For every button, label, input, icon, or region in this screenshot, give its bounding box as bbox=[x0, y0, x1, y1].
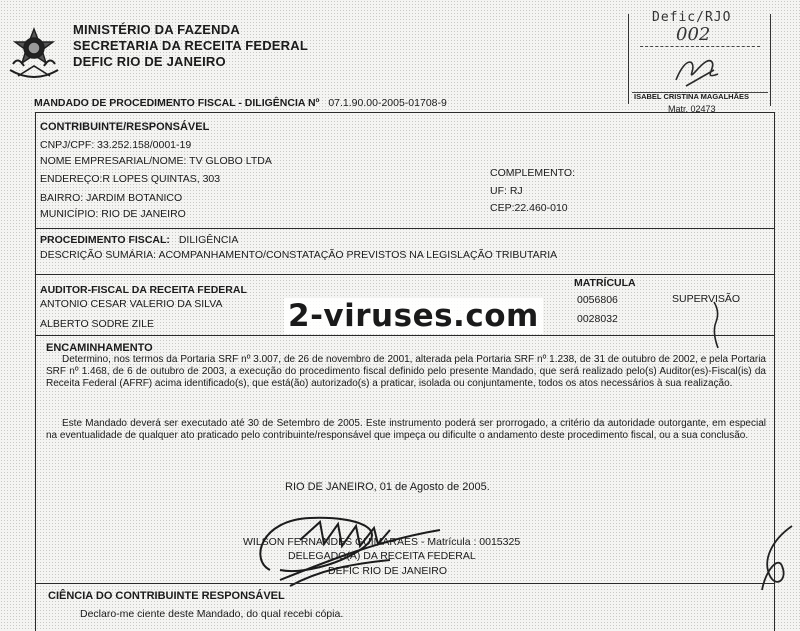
divider-contribuinte bbox=[35, 228, 775, 229]
contribuinte-bairro: BAIRRO: JARDIM BOTANICO bbox=[40, 192, 183, 204]
stamp-signature-icon bbox=[666, 50, 726, 90]
auditor-matricula-1: 0056806 bbox=[577, 294, 618, 306]
place-date: RIO DE JANEIRO, 01 de Agosto de 2005. bbox=[285, 481, 490, 493]
signer-name: WILSON FERNANDES GUIMARAES - Matrícula : 0015325 bbox=[243, 536, 521, 548]
contribuinte-municipio: MUNICÍPIO: RIO DE JANEIRO bbox=[40, 208, 186, 220]
signer-unit: DEFIC RIO DE JANEIRO bbox=[328, 565, 448, 577]
mandado-number: 07.1.90.00-2005-01708-9 bbox=[328, 97, 447, 109]
mandado-line bbox=[34, 97, 447, 109]
brazil-coat-of-arms-icon bbox=[4, 26, 64, 84]
procedimento-line bbox=[40, 234, 238, 246]
contribuinte-cnpj: CNPJ/CPF: 33.252.158/0001-19 bbox=[40, 139, 192, 151]
auditor-name-2: ALBERTO SODRE ZILE bbox=[40, 318, 154, 330]
divider-procedimento bbox=[35, 274, 775, 275]
protocol-stamp bbox=[628, 6, 772, 114]
contribuinte-uf: UF: RJ bbox=[490, 185, 523, 197]
ciencia-heading: CIÊNCIA DO CONTRIBUINTE RESPONSÁVEL bbox=[48, 590, 285, 602]
margin-signature-icon bbox=[752, 520, 798, 600]
watermark-text: 2-viruses.com bbox=[284, 298, 543, 334]
header-ministerio: MINISTÉRIO DA FAZENDA bbox=[73, 22, 240, 37]
contribuinte-complemento: COMPLEMENTO: bbox=[490, 167, 575, 179]
auditor-matricula-2: 0028032 bbox=[577, 313, 618, 325]
mandado-label: MANDADO DE PROCEDIMENTO FISCAL - DILIGÊNCIA Nº bbox=[34, 97, 320, 109]
stamp-border-right bbox=[770, 14, 771, 106]
signer-role: DELEGADO(A) DA RECEITA FEDERAL bbox=[288, 550, 476, 562]
contribuinte-heading: CONTRIBUINTE/RESPONSÁVEL bbox=[40, 121, 210, 133]
stamp-dash-line bbox=[640, 46, 760, 47]
procedimento-label: PROCEDIMENTO FISCAL: bbox=[40, 234, 170, 246]
supervisao-bracket-icon bbox=[708, 300, 724, 350]
header-defic: DEFIC RIO DE JANEIRO bbox=[73, 54, 226, 69]
auditor-role-1: SUPERVISÃO bbox=[672, 293, 741, 305]
ciencia-text: Declaro-me ciente deste Mandado, do qual recebi cópia. bbox=[80, 608, 344, 620]
contribuinte-nome: NOME EMPRESARIAL/NOME: TV GLOBO LTDA bbox=[40, 155, 272, 167]
header-secretaria: SECRETARIA DA RECEITA FEDERAL bbox=[73, 38, 308, 53]
procedimento-descricao: DESCRIÇÃO SUMÁRIA: ACOMPANHAMENTO/CONSTATAÇÃO PREVISTOS NA LEGISLAÇÃO TRIBUTARIA bbox=[40, 249, 558, 261]
matricula-heading: MATRÍCULA bbox=[574, 277, 636, 289]
stamp-matricula: Matr. 02473 bbox=[668, 104, 716, 114]
divider-encaminhamento bbox=[35, 583, 775, 584]
stamp-official-name: ISABEL CRISTINA MAGALHÃES bbox=[634, 92, 750, 101]
contribuinte-cep: CEP:22.460-010 bbox=[490, 202, 568, 214]
procedimento-value: DILIGÊNCIA bbox=[178, 234, 239, 246]
encaminhamento-paragraph-2: Este Mandado deverá ser executado até 30 de Setembro de 2005. Este instrumento poderá ser prorrogado, a critério da autoridade outorgante, em especial na eventualidade de qualquer ato praticado pelo contribuinte/responsável que impeça ou dificulte o andamento deste procedimento fiscal, ou a sua conclusão. bbox=[46, 418, 766, 442]
auditor-name-1: ANTONIO CESAR VALERIO DA SILVA bbox=[40, 298, 223, 310]
encaminhamento-paragraph-1: Determino, nos termos da Portaria SRF nº 3.007, de 26 de novembro de 2001, alterada pela Portaria SRF nº 1.238, de 31 de outubro de 2002, e pela Portaria SRF nº 1.468, de 6 de outubro de 2003, a execução do procedimento fiscal definido pelo presente Mandado, que será realizado pelo(s) Auditor(es)-Fiscal(is) da Receita Federal (AFRF) acima identificado(s), que está(ão) autorizado(s) a praticar, isolada ou conjuntamente, todos os atos necessários à sua realização. bbox=[46, 354, 766, 390]
auditor-heading: AUDITOR-FISCAL DA RECEITA FEDERAL bbox=[40, 284, 247, 296]
stamp-unit: Defic/RJO bbox=[652, 10, 732, 25]
encaminhamento-heading: ENCAMINHAMENTO bbox=[46, 342, 153, 354]
divider-auditor bbox=[35, 335, 775, 336]
stamp-number: 002 bbox=[676, 24, 711, 45]
stamp-border-left bbox=[628, 14, 629, 104]
contribuinte-endereco: ENDEREÇO:R LOPES QUINTAS, 303 bbox=[40, 173, 221, 185]
